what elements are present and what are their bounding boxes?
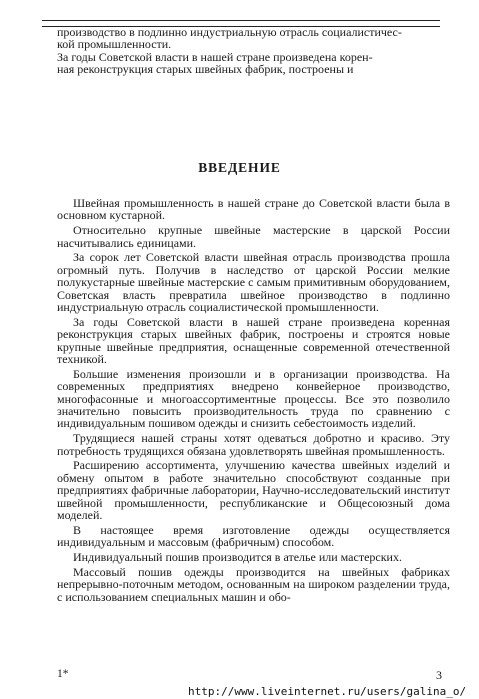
paragraph: Большие изменения произошли и в организации производства. На современных предприятиях внедрено конвейерное производство, многофасонные и многоассортиментные процессы. Все это позволило значительно повысить производительность труда по сравнению с индивидуальным пошивом одежды и снизить себестоимость изделий.	[57, 366, 450, 431]
paragraph: Трудящиеся нашей страны хотят одеваться добротно и красиво. Эту потребность трудящихся обязана удовлетворять швейная промышленность.	[57, 431, 450, 458]
top-rule	[42, 20, 440, 21]
paragraph: Индивидуальный пошив производится в ателье или мастерских.	[73, 550, 402, 565]
top-line: кой промышленности.	[57, 37, 172, 52]
bleed-through-text	[57, 26, 450, 76]
watermark-url: http://www.liveinternet.ru/users/galina_o/	[188, 685, 467, 698]
paragraph: Швейная промышленность в нашей стране до Советской власти была в основном кустарной.	[57, 196, 450, 223]
paragraph: В настоящее время изготовление одежды осуществляется индивидуальным и массовым (фабричным) способом.	[57, 522, 450, 550]
paragraph: Массовый пошив одежды производится на швейных фабриках непрерывно-поточным методом, основанным на широком разделении труда, с использованием специальных машин и обо-	[57, 564, 450, 604]
paragraph: Расширению ассортимента, улучшению качества швейных изделий и обмену опытом в работе значительно способствуют созданные при предприятиях фабричные лаборатории, Научно-исследовательский институт швейной промышленности, республиканские и Общесоюзный дома моделей.	[57, 458, 450, 523]
page-number: 3	[436, 668, 442, 682]
signature-mark: 1*	[57, 668, 69, 680]
top-line: За годы Советской власти в нашей стране произведена корен-	[57, 49, 373, 64]
top-line: производство в подлинно индустриальную отрасль социалистичес-	[57, 25, 402, 39]
section-heading: ВВЕДЕНИЕ	[198, 160, 281, 175]
paragraph: Относительно крупные швейные мастерские в царской России насчитывались единицами.	[57, 223, 450, 250]
paragraph: За сорок лет Советской власти швейная отрасль производства прошла огромный путь. Получив в наследство от царской России мелкие полукустарные швейные мастерские с самым примитивным оборудованием, Советская власть превратила швейное производство в подлинно индустриальную отрасль социалистической промышленности.	[57, 250, 450, 315]
body-text	[57, 197, 450, 606]
paragraph: За годы Советской власти в нашей стране произведена коренная реконструкция старых швейных фабрик, построены и строятся новые крупные швейные предприятия, оснащенные современной отечественной техникой.	[57, 314, 450, 367]
top-line: ная реконструкция старых швейных фабрик, построены и	[57, 62, 354, 77]
